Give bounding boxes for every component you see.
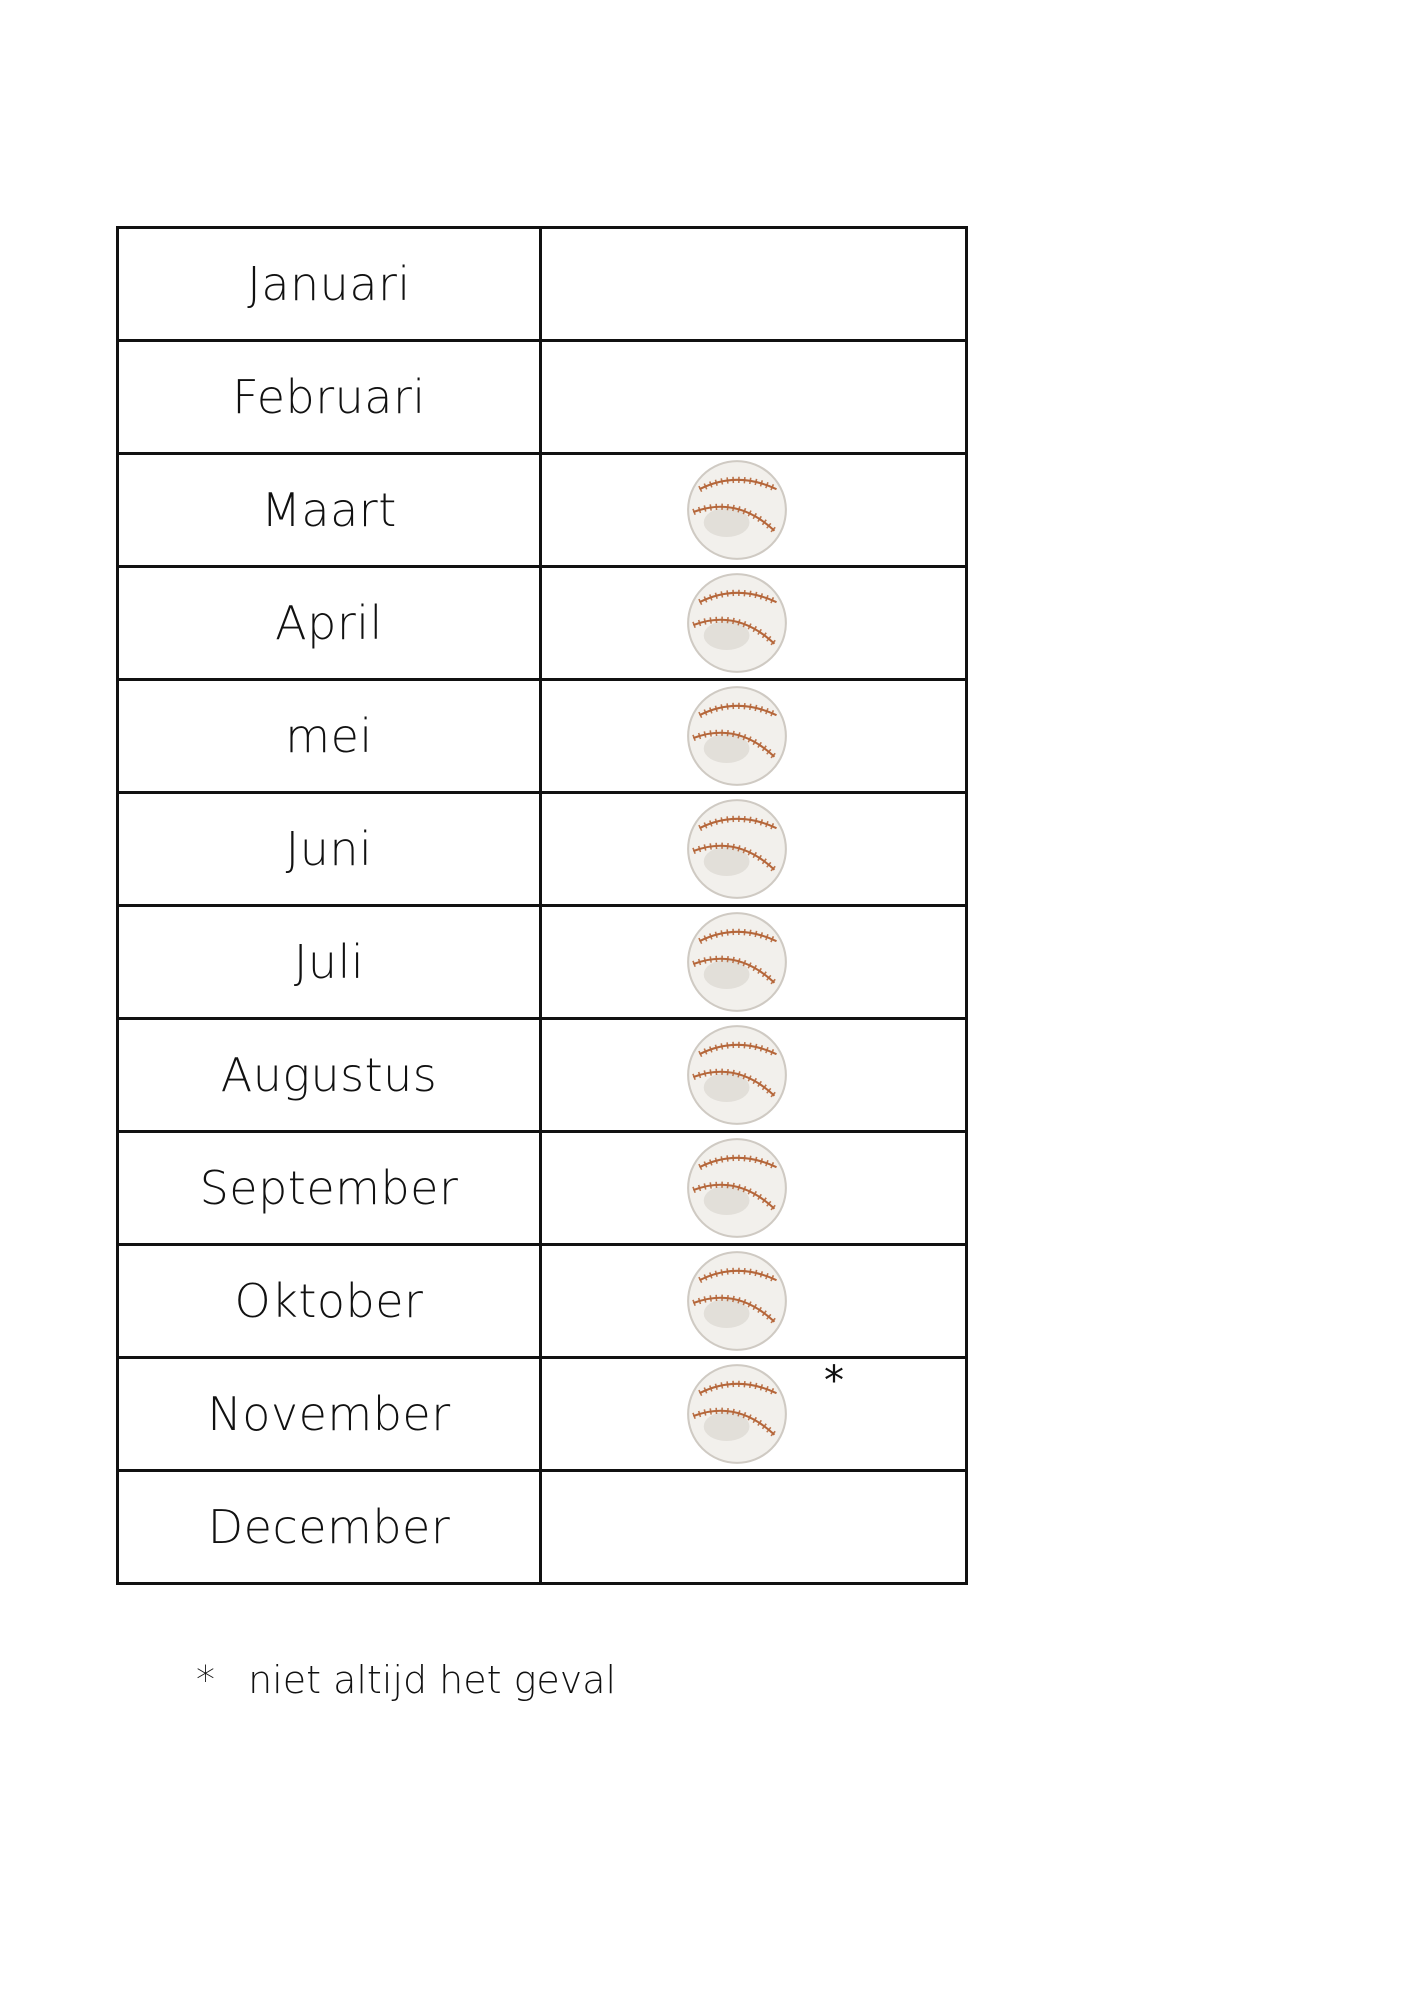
season-table <box>116 226 968 1585</box>
table-row <box>118 567 967 680</box>
season-cell <box>541 1019 967 1132</box>
season-cell <box>541 1132 967 1245</box>
table-row <box>118 1019 967 1132</box>
month-label: Juni <box>118 793 541 906</box>
month-label: mei <box>118 680 541 793</box>
season-cell <box>541 1245 967 1358</box>
footnote <box>196 1658 616 1702</box>
season-cell <box>541 567 967 680</box>
baseball-icon <box>685 1249 789 1353</box>
season-table-body <box>118 228 967 1584</box>
table-row <box>118 1132 967 1245</box>
season-cell <box>541 341 967 454</box>
month-label: Maart <box>118 454 541 567</box>
footnote-marker: * <box>196 1658 215 1702</box>
month-label: Augustus <box>118 1019 541 1132</box>
season-cell <box>541 1358 967 1471</box>
baseball-icon <box>685 1023 789 1127</box>
baseball-icon <box>685 1136 789 1240</box>
baseball-icon <box>685 684 789 788</box>
month-label: September <box>118 1132 541 1245</box>
note-marker: * <box>824 1358 844 1404</box>
month-label: Januari <box>118 228 541 341</box>
table-row <box>118 454 967 567</box>
baseball-icon <box>685 910 789 1014</box>
season-cell <box>541 793 967 906</box>
season-cell <box>541 906 967 1019</box>
month-label: Juli <box>118 906 541 1019</box>
footnote-text: niet altijd het geval <box>248 1658 617 1702</box>
baseball-icon <box>685 458 789 562</box>
season-cell <box>541 454 967 567</box>
season-cell <box>541 1471 967 1584</box>
baseball-icon <box>685 797 789 901</box>
baseball-icon <box>685 571 789 675</box>
season-cell <box>541 680 967 793</box>
table-row <box>118 228 967 341</box>
month-label: November <box>118 1358 541 1471</box>
table-row <box>118 341 967 454</box>
month-label: Oktober <box>118 1245 541 1358</box>
month-label: December <box>118 1471 541 1584</box>
table-row <box>118 680 967 793</box>
table-row <box>118 1245 967 1358</box>
month-label: Februari <box>118 341 541 454</box>
baseball-icon <box>685 1362 789 1466</box>
table-row <box>118 906 967 1019</box>
table-row <box>118 1471 967 1584</box>
table-row <box>118 1358 967 1471</box>
table-row <box>118 793 967 906</box>
month-label: April <box>118 567 541 680</box>
season-cell <box>541 228 967 341</box>
